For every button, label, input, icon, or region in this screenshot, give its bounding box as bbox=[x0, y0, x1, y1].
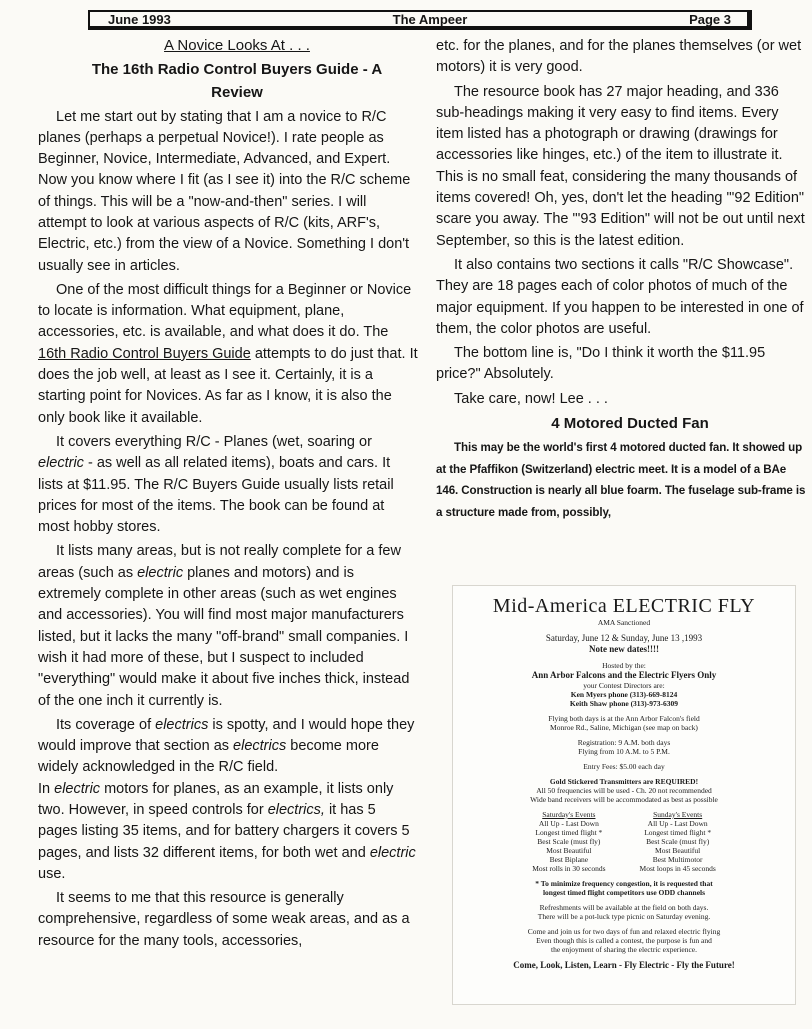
flyer-refreshments-1: Refreshments will be available at the field on both days. bbox=[539, 903, 709, 912]
article-title-line2: Review bbox=[211, 84, 263, 101]
flyer-directors-label: your Contest Directors are: bbox=[583, 681, 665, 690]
flyer-join-3: the enjoyment of sharing the electric experience. bbox=[551, 945, 697, 954]
sunday-event: Most loops in 45 seconds bbox=[639, 864, 716, 873]
flyer-events bbox=[453, 810, 795, 873]
flyer-refreshments-2: There will be a pot-luck type picnic on Saturday evening. bbox=[537, 912, 711, 921]
fan-article-text: This may be the world's first 4 motored ducted fan. It showed up at the Pfaffikon (Switzerland) electric meet. It is a model of a BAe 146. Construction is nearly all blue foarm. The fuselage sub-frame is a structure made from, possibly, bbox=[436, 441, 806, 519]
flyer-director-2: Keith Shaw phone (313)-973-6309 bbox=[569, 699, 679, 708]
flyer-join-2: Even though this is called a contest, the purpose is fun and bbox=[536, 936, 712, 945]
paragraph-11: The bottom line is, "Do I think it worth the $11.95 price?" Absolutely. bbox=[436, 345, 766, 383]
paragraph-5: Its coverage of electrics is spotty, and I would hope they would improve that section as electrics become more widely acknowledged in the R/C field. In electric motors for planes, as an example, it lists only two. However, in speed controls for electrics, it has 5 pages listing 35 items, and for battery chargers it covers 5 pages, and lists 32 different items, for both wet and electric use. bbox=[38, 716, 416, 882]
flyer-registration: Registration: 9 A.M. both days bbox=[577, 738, 671, 747]
flyer-slogan: Come, Look, Listen, Learn - Fly Electric - Fly the Future! bbox=[513, 960, 735, 970]
flyer-frequency-note-1: * To minimize frequency congestion, it is requested that bbox=[535, 879, 713, 888]
flyer-sanction: AMA Sanctioned bbox=[597, 618, 651, 627]
article-kicker: A Novice Looks At . . . bbox=[164, 37, 310, 54]
sunday-events bbox=[640, 810, 716, 873]
saturday-event: All Up - Last Down bbox=[538, 819, 599, 828]
paragraph-2: One of the most difficult things for a Beginner or Novice to locate is information. What equipment, plane, accessories, etc. is available, and what does it do. The 16th Radio Control Buyers Guide attempts to do just that. It does the job well, at least as I see it. Certainly, it is a starting point for Novices. As far as I know, it is also the only book like it available. bbox=[38, 281, 418, 426]
saturday-event: Best Scale (must fly) bbox=[537, 837, 601, 846]
flyer-field-1: Flying both days is at the Ann Arbor Falcon's field bbox=[548, 714, 700, 723]
flyer-director-1: Ken Myers phone (313)-669-8124 bbox=[570, 690, 678, 699]
event-flyer bbox=[452, 585, 796, 1005]
right-column bbox=[436, 36, 806, 526]
page-number: Page 3 bbox=[689, 11, 731, 27]
sign-off: Take care, now! Lee . . . bbox=[454, 390, 608, 407]
fan-article-title: 4 Motored Ducted Fan bbox=[551, 415, 709, 433]
paragraph-9: The resource book has 27 major heading, and 336 sub-headings making it very easy to find items. Every item listed has a photograph or drawing (drawings for accessories like hinges, etc.) of the item to illustrate it. This is no small feat, considering the many thousands of items covered! Oh, yes, don't let the heading "'92 Edition" scare you away. The "'93 Edition" will not be out until next September, so this is the latest edition. bbox=[436, 83, 805, 249]
paragraph-10: It also contains two sections it calls "R/C Showcase". They are 18 pages each of color photos of much of the major equipment. If you happen to be interested in one of them, the color photos are useful. bbox=[436, 256, 804, 337]
sunday-event: Best Scale (must fly) bbox=[646, 837, 710, 846]
flyer-tx-required: Gold Stickered Transmitters are REQUIRED! bbox=[549, 777, 699, 786]
left-column bbox=[38, 36, 418, 955]
flyer-hosts: Ann Arbor Falcons and the Electric Flyers Only bbox=[531, 670, 717, 680]
saturday-event: Best Biplane bbox=[549, 855, 589, 864]
flyer-tx-2: Wide band receivers will be accommodated as best as possible bbox=[530, 795, 718, 804]
flyer-field-2: Monroe Rd., Saline, Michigan (see map on back) bbox=[550, 723, 698, 732]
flyer-tx-1: All 50 frequencies will be used - Ch. 20 not recommended bbox=[536, 786, 712, 795]
flyer-frequency-note-2: longest timed flight competitors use ODD channels bbox=[542, 888, 706, 897]
saturday-events-heading: Saturday's Events bbox=[542, 810, 596, 819]
issue-date: June 1993 bbox=[108, 11, 171, 27]
saturday-event: Most rolls in 30 seconds bbox=[532, 864, 606, 873]
page-header bbox=[88, 10, 752, 30]
flyer-title: Mid-America ELECTRIC FLY bbox=[492, 595, 756, 617]
paragraph-4: It lists many areas, but is not really complete for a few areas (such as electric planes and motors) and is extremely complete in other areas (such as wet engines and accessories). You will find most major manufacturers listed, but it lacks the many "off-brand" small companies. I wish it had more of these, but I suspect to included "everything" would make it about five inches thick, instead of the one inch it currently is. bbox=[38, 543, 410, 709]
sunday-events-heading: Sunday's Events bbox=[653, 810, 703, 819]
newsletter-title: The Ampeer bbox=[392, 11, 468, 27]
sunday-event: All Up - Last Down bbox=[647, 819, 708, 828]
saturday-event: Most Beautiful bbox=[546, 846, 592, 855]
sunday-event: Longest timed flight * bbox=[644, 828, 712, 837]
saturday-events bbox=[532, 810, 605, 873]
sunday-event: Best Multimotor bbox=[652, 855, 703, 864]
flyer-fees: Entry Fees: $5.00 each day bbox=[583, 762, 665, 771]
saturday-event: Longest timed flight * bbox=[535, 828, 603, 837]
sunday-event: Most Beautiful bbox=[655, 846, 701, 855]
flyer-flying-hours: Flying from 10 A.M. to 5 P.M. bbox=[578, 747, 670, 756]
paragraph-7: It seems to me that this resource is generally comprehensive, regardless of some weak areas, and as a resource for the many tools, accessories, bbox=[38, 890, 410, 949]
paragraph-8: etc. for the planes, and for the planes themselves (or wet motors) it is very good. bbox=[436, 38, 802, 76]
paragraph-3: It covers everything R/C - Planes (wet, soaring or electric - as well as all related items), boats and cars. It lists at $11.95. The R/C Buyers Guide usually lists retail prices for most of the items. The book can be found at most hobby stores. bbox=[38, 433, 394, 536]
flyer-dates: Saturday, June 12 & Sunday, June 13 ,1993 bbox=[545, 633, 703, 643]
flyer-hosted: Hosted by the: bbox=[602, 661, 646, 670]
book-title: 16th Radio Control Buyers Guide bbox=[38, 345, 251, 362]
article-title-line1: The 16th Radio Control Buyers Guide - A bbox=[91, 60, 383, 78]
paragraph-1: Let me start out by stating that I am a novice to R/C planes (perhaps a perpetual Novice!). I rate people as Beginner, Novice, Intermediate, Advanced, and Expert. Now you know where I fit (as I see it) into the R/C scheme of things. This will be a "now-and-then" series. I will attempt to look at various aspects of R/C (kits, ARF's, Electric, etc.) from the view of a Novice. Something I don't usually see in articles. bbox=[38, 108, 411, 274]
flyer-join-1: Come and join us for two days of fun and relaxed electric flying bbox=[527, 927, 721, 936]
flyer-note: Note new dates!!!! bbox=[589, 644, 659, 654]
